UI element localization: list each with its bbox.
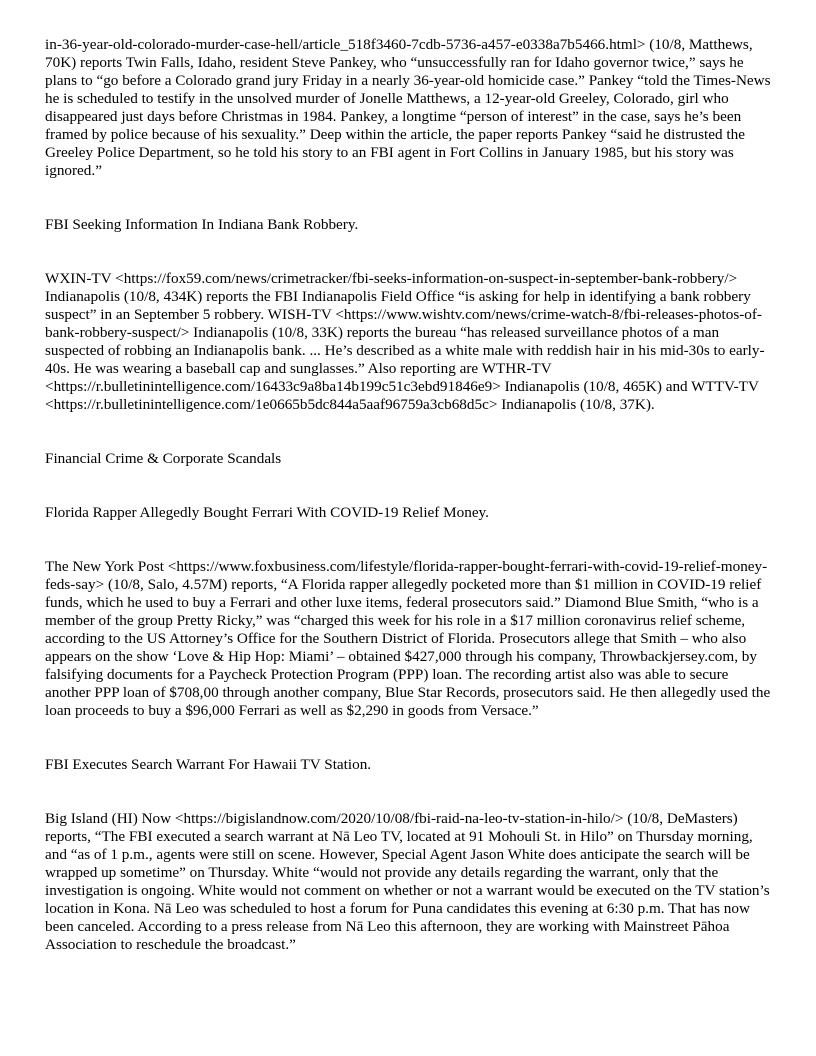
headline-indiana-bank-robbery: FBI Seeking Information In Indiana Bank Robbery. [45,216,359,233]
spacer [45,720,773,756]
spacer [45,180,773,216]
article-paragraph-indiana: WXIN-TV <https://fox59.com/news/crimetracker/fbi-seeks-information-on-suspect-in-september-bank-robbery/> Indianapolis (10/8, 434K) reports the FBI Indianapolis Field Office “is asking for help in identifying a bank robbery suspect” in an September 5 robbery. WISH-TV <https://www.wishtv.com/news/crime-watch-8/fbi-releases-photos-of-bank-robbery-suspect/> Indianapolis (10/8, 33K) reports the bureau “has released surveillance photos of a man suspected of robbing an Indianapolis bank. ... He’s described as a white male with reddish hair in his mid-30s to early-40s. He was wearing a baseball cap and sunglasses.” Also reporting are WTHR-TV <https://r.bulletinintelligence.com/16433c9a8ba14b199c51c3ebd91846e9> Indianapolis (10/8, 465K) and WTTV-TV <https://r.bulletinintelligence.com/1e0665b5dc844a5aaf96759a3cb68d5c> Indianapolis (10/8, 37K). [45,270,765,413]
spacer [45,234,773,270]
article-paragraph-hawaii: Big Island (HI) Now <https://bigislandnow.com/2020/10/08/fbi-raid-na-leo-tv-station-in-hilo/> (10/8, DeMasters) reports, “The FBI executed a search warrant at Nā Leo TV, located at 91 Mohouli St. in Hilo” on Thursday morning, and “as of 1 p.m., agents were still on scene. However, Special Agent Jason White does anticipate the search will be wrapped up sometime” on Thursday. White “would not provide any details regarding the warrant, only that the investigation is ongoing. White would not comment on whether or not a warrant would be executed on the TV station’s location in Kona. Nā Leo was scheduled to host a forum for Puna candidates this evening at 6:30 p.m. That has now been canceled. According to a press release from Nā Leo this afternoon, they are working with Mainstreet Pāhoa Association to reschedule the broadcast.” [45,810,770,953]
document-page [45,36,773,954]
headline-florida-rapper: Florida Rapper Allegedly Bought Ferrari With COVID-19 Relief Money. [45,504,489,521]
spacer [45,522,773,558]
spacer [45,414,773,450]
section-heading-financial-crime: Financial Crime & Corporate Scandals [45,450,282,467]
article-paragraph-florida: The New York Post <https://www.foxbusiness.com/lifestyle/florida-rapper-bought-ferrari-with-covid-19-relief-money-feds-say> (10/8, Salo, 4.57M) reports, “A Florida rapper allegedly pocketed more than $1 million in COVID-19 relief funds, which he used to buy a Ferrari and other luxe items, federal prosecutors said.” Diamond Blue Smith, “who is a member of the group Pretty Ricky,” was “charged this week for his role in a $17 million coronavirus relief scheme, according to the US Attorney’s Office for the Southern District of Florida. Prosecutors allege that Smith – who also appears on the show ‘Love & Hip Hop: Miami’ – obtained $427,000 through his company, Throwbackjersey.com, by falsifying documents for a Paycheck Protection Program (PPP) loan. The recording artist also was able to secure another PPP loan of $708,00 through another company, Blue Star Records, prosecutors said. He then allegedly used the loan proceeds to buy a $96,000 Ferrari as well as $2,290 in goods from Versace.” [45,558,771,719]
article-paragraph-pankey: in-36-year-old-colorado-murder-case-hell/article_518f3460-7cdb-5736-a457-e0338a7b5466.html> (10/8, Matthews, 70K) reports Twin Falls, Idaho, resident Steve Pankey, who “unsuccessfully ran for Idaho governor twice,” says he plans to “go before a Colorado grand jury Friday in a nearly 36-year-old homicide case.” Pankey “told the Times-News he is scheduled to testify in the unsolved murder of Jonelle Matthews, a 12-year-old Greeley, Colorado, girl who disappeared just days before Christmas in 1984. Pankey, a longtime “person of interest” in the case, says he’s been framed by police because of his sexuality.” Deep within the article, the paper reports Pankey “said he distrusted the Greeley Police Department, so he told his story to an FBI agent in Fort Collins in January 1985, but his story was ignored.” [45,36,771,179]
spacer [45,468,773,504]
spacer [45,774,773,810]
headline-hawaii-tv: FBI Executes Search Warrant For Hawaii TV Station. [45,756,372,773]
